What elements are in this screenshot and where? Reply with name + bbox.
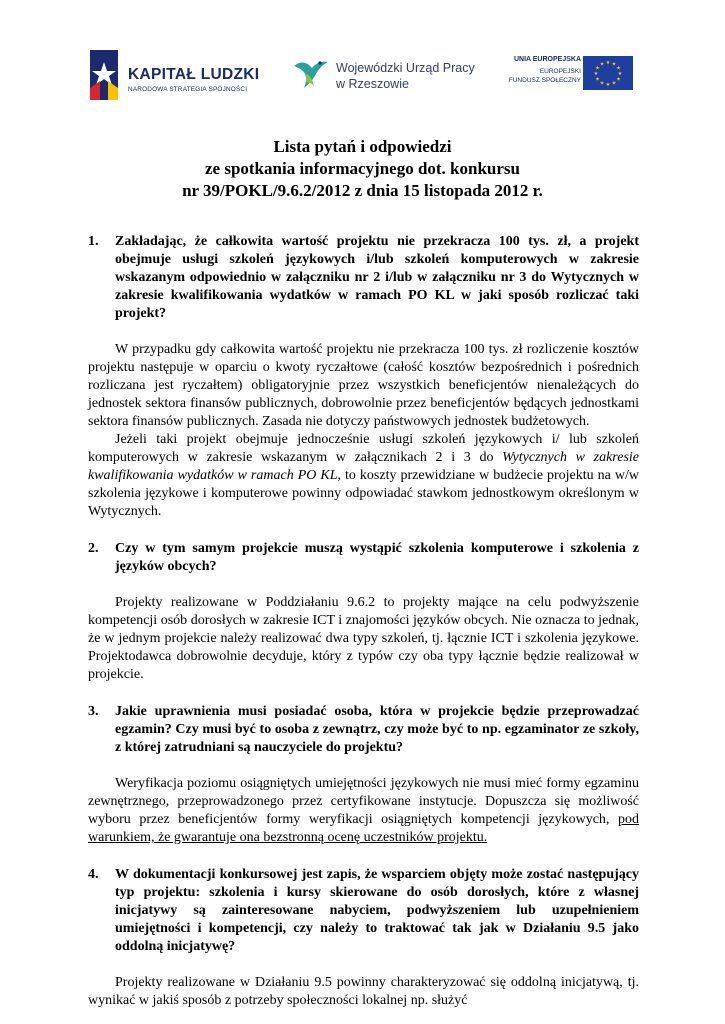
- ue-line3: FUNDUSZ SPOŁECZNY: [508, 77, 581, 84]
- document-body: [88, 230, 639, 1010]
- eu-flag-icon: [583, 56, 633, 90]
- document-title: [0, 136, 725, 202]
- svg-text:★: ★: [593, 71, 599, 77]
- title-line3: nr 39/POKL/9.6.2/2012 z dnia 15 listopada 2012 r.: [182, 181, 543, 200]
- svg-text:★: ★: [595, 76, 600, 83]
- question-2: [88, 540, 639, 576]
- kapital-ludzki-title: KAPITAŁ LUDZKI: [128, 66, 260, 83]
- header-logos: [0, 40, 725, 110]
- svg-text:★: ★: [595, 65, 600, 72]
- ue-line1: UNIA EUROPEJSKA: [513, 56, 581, 63]
- question-1-text: Zakładając, że całkowita wartość projektu nie przekracza 100 tys. zł, a projekt obejmuje usługi szkoleń językowych i/lub szkoleń komputerowych w zakresie wskazanym odpowiednio w załączniku nr 2 i/lub w załączniku nr 3 do Wytycznych w zakresie kwalifikowania wydatków w ramach PO KL w jaki sposób rozliczać taki projekt?: [115, 234, 639, 321]
- wup-name-line1: Wojewódzki Urząd Pracy: [336, 61, 475, 75]
- svg-text:★: ★: [599, 80, 605, 87]
- question-3-number: 3.: [88, 704, 99, 719]
- answer-1-italic-reference: Wytycznych w zakresie kwalifikowania wydatków w ramach PO KL: [88, 450, 640, 483]
- question-1-number: 1.: [88, 234, 99, 249]
- title-line2: ze spotkania informacyjnego dot. konkursu: [204, 159, 520, 178]
- svg-text:★: ★: [611, 80, 617, 87]
- kapital-ludzki-subtitle: NARODOWA STRATEGIA SPÓJNOŚCI: [128, 86, 248, 93]
- answer-2: Projekty realizowane w Poddziałaniu 9.6.2 to projekty mające na celu podwyższenie kompetencji osób dorosłych w zakresie ICT i znajomości języków obcych. Nie oznacza to jednak, że w jednym projekcie należy realizować dwa typy szkoleń, tj. łącznie ICT i szkolenia językowe. Projektodawca dobrowolnie decyduje, który z typów czy oba typy łącznie będzie realizował w projekcie.: [88, 595, 639, 682]
- title-line1: Lista pytań i odpowiedzi: [273, 137, 452, 156]
- ue-line2: EUROPEJSKI: [539, 68, 581, 75]
- svg-text:★: ★: [605, 60, 611, 66]
- question-2-number: 2.: [88, 541, 99, 556]
- answer-3-underlined-condition: pod warunkiem, że gwarantuje ona bezstronną ocenę uczestników projektu.: [88, 812, 639, 845]
- question-2-text: Czy w tym samym projekcie muszą wystąpić szkolenia komputerowe i szkolenia z języków obcych?: [115, 541, 639, 574]
- svg-text:★: ★: [599, 61, 605, 68]
- question-3-text: Jakie uprawnienia musi posiadać osoba, która w projekcie będzie przeprowadzać egzamin? Czy musi być to osoba z zewnątrz, czy może być to np. egzaminator ze szkoły, z której zatrudniani są nauczyciele do projektu?: [115, 704, 639, 755]
- ue-logo: [491, 46, 641, 102]
- wup-logo: [290, 52, 490, 98]
- wup-bird-icon: [290, 52, 332, 94]
- answer-3: [88, 775, 639, 847]
- answer-3-text: Weryfikacja poziomu osiągniętych umiejętności językowych nie musi mieć formy egzaminu zewnętrznego, przeprowadzonego przez certyfikowane instytucje. Dopuszcza się możliwość wyboru przez beneficjentów formy weryfikacji osiągniętych kompetencji językowych,: [88, 776, 639, 827]
- wup-name-line2: w Rzeszowie: [336, 77, 409, 91]
- kapital-ludzki-star-icon: [86, 48, 122, 103]
- answer-1-text-b: , to koszty przewidziane w budżecie projektu na w/w szkolenia językowe i komputerowe powinny odpowiadać stawkom jednostkowym określonym w Wytycznych.: [88, 468, 639, 519]
- answer-1-paragraph-1: W przypadku gdy całkowita wartość projektu nie przekracza 100 tys. zł rozliczenie kosztów projektu następuje w oparciu o kwoty ryczałtowe (całość kosztów bezpośrednich i pośrednich rozliczana jest ryczałtem) obligatoryjnie przez wszystkich beneficjentów nienależących do jednostek sektora finansów publicznych, dobrowolnie przez beneficjentów będących jednostkami sektora finansów publicznych. Zasada nie dotyczy państwowych jednostek budżetowych.: [88, 342, 639, 429]
- question-4: [88, 866, 639, 956]
- svg-text:★: ★: [616, 76, 621, 83]
- answer-1-text-a: Jeżeli taki projekt obejmuje jednocześnie usługi szkoleń językowych i/ lub szkoleń komputerowych w zakresie wskazanym w załącznikach 2 i 3 do: [88, 432, 639, 465]
- answer-1-paragraph-2: [88, 431, 639, 521]
- svg-text:★: ★: [611, 61, 617, 68]
- question-4-number: 4.: [88, 867, 99, 882]
- kapital-ludzki-logo: [86, 48, 266, 103]
- question-3: [88, 703, 639, 757]
- svg-text:★: ★: [617, 71, 623, 77]
- svg-text:★: ★: [616, 65, 621, 72]
- svg-text:★: ★: [605, 82, 611, 88]
- question-4-text: W dokumentacji konkursowej jest zapis, że wsparciem objęty może zostać następujący typ projektu: szkolenia i kursy skierowane do osób dorosłych, które z własnej inicjatywy są zainteresowane nabyciem, podwyższeniem lub uzupełnieniem umiejętności i kompetencji, czy należy to traktować tak jak w Działaniu 9.5 jako oddolną inicjatywę?: [115, 867, 639, 954]
- question-1: [88, 233, 639, 323]
- answer-4: Projekty realizowane w Działaniu 9.5 powinny charakteryzować się oddolną inicjatywą, tj. wynikać w jakiś sposób z potrzeby społeczności lokalnej np. służyć: [88, 975, 639, 1008]
